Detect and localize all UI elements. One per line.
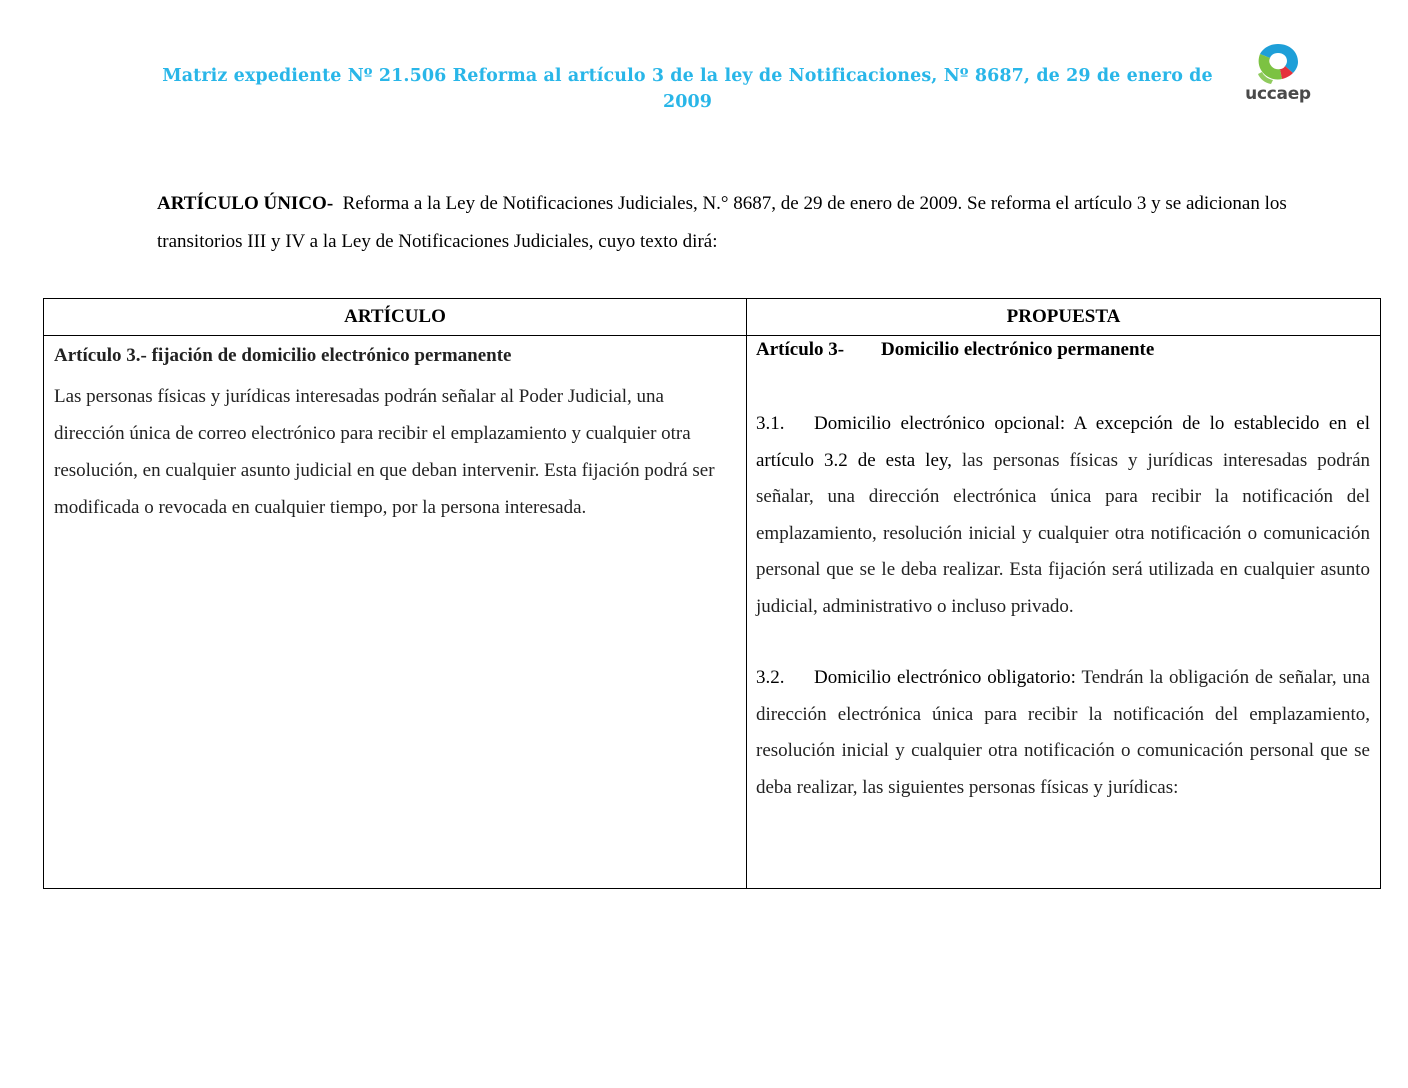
intro-text: Reforma a la Ley de Notificaciones Judiciales, N.° 8687, de 29 de enero de 2009. Se reforma el artículo 3 y se adicionan los transitorios III y IV a la Ley de Notificaciones Judiciales, cuyo texto dirá: [157,193,1287,252]
propuesta-title [756,338,1370,362]
propuesta-paragraph-3-1 [756,406,1370,625]
table-row [44,336,1381,889]
document-title: Matriz expediente Nº 21.506 Reforma al artículo 3 de la ley de Notificaciones, Nº 8687, de 29 de enero de 2009 [162,66,1213,112]
intro-paragraph [157,185,1297,261]
cell-propuesta [747,336,1381,889]
uccaep-logo [1238,40,1318,106]
paragraph-3-2-lead: Domicilio electrónico obligatorio: [814,667,1076,688]
paragraph-3-1-number: 3.1. [756,413,785,434]
cell-articulo [44,336,747,889]
paragraph-3-1-lead: Domicilio electrónico opcional: A excepción de lo establecido en el artículo 3.2 de esta ley, [756,413,1370,471]
propuesta-title-num: Artículo 3- [756,339,845,360]
comparison-table [43,298,1381,889]
propuesta-paragraph-3-2 [756,660,1370,806]
header-propuesta: PROPUESTA [747,299,1381,336]
propuesta-title-text: Domicilio electrónico permanente [881,339,1155,360]
logo-mark-icon [1238,40,1318,86]
paragraph-3-2-number: 3.2. [756,667,785,688]
articulo-title: Artículo 3.- fijación de domicilio electrónico permanente [54,345,512,366]
intro-label: ARTÍCULO ÚNICO- [157,193,334,214]
paragraph-3-1-text: las personas físicas y jurídicas interesadas podrán señalar, una dirección electrónica única para recibir la notificación del emplazamiento, resolución inicial y cualquier otra notificación o comunicación personal que se le deba realizar. Esta fijación será utilizada en cualquier asunto judicial, administrativo o incluso privado. [756,449,1370,617]
logo-text: uccaep [1245,84,1311,104]
articulo-body: Las personas físicas y jurídicas interesadas podrán señalar al Poder Judicial, una dirección única de correo electrónico para recibir el emplazamiento y cualquier otra resolución, en cualquier asunto judicial en que deban intervenir. Esta fijación podrá ser modificada o revocada en cualquier tiempo, por la persona interesada. [54,386,715,518]
header-articulo: ARTÍCULO [44,299,747,336]
table-header-row [44,299,1381,336]
paragraph-3-2-text: Tendrán la obligación de señalar, una dirección electrónica única para recibir la notificación del emplazamiento, resolución inicial y cualquier otra notificación o comunicación personal que se deba realizar, las siguientes personas físicas y jurídicas: [756,667,1370,798]
